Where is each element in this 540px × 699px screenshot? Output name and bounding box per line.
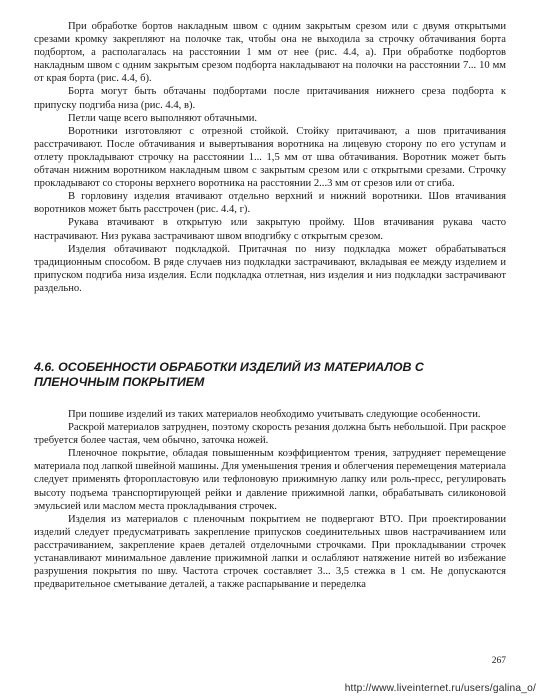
paragraph: Петли чаще всего выполняют обтачными. xyxy=(68,112,258,124)
paragraph: Изделия из материалов с пленочным покрытием не подвергают ВТО. При проектировании изделий следует предусматривать закрепление припусков соединительных швов настрачиванием или расстрачиванием, закрепление краев деталей отделочными строчками. При прокладывании строчек устанавливают минимальное давление прижимной лапки и ослабляют натяжение нитей во избежание разрушения покрытия по шву. Частота строчек составляет 3... 3,5 стежка в 1 см. Не допускаются предварительное сметывание деталей, а также распарывание и переделка xyxy=(34,513,506,591)
paragraph: Воротники изготовляют с отрезной стойкой. Стойку притачивают, а шов притачивания расстрачивают. После обтачивания и вывертывания воротника на лицевую сторону по его уступам и отлету прокладывают строчку на расстоянии 1... 1,5 мм от шва обтачивания. Воротник может быть обтачан нижним воротником накладным швом с закрытым срезом или с открытыми срезами. Строчку прокладывают со стороны верхнего воротника на расстоянии 2...3 мм от срезов или от сгиба. xyxy=(34,125,506,190)
paragraph: Пленочное покрытие, обладая повышенным коэффициентом трения, затрудняет перемещение материала под лапкой швейной машины. Для уменьшения трения и облегчения перемещения материала следует применять фторопластовую или тефлоновую прижимную лапку или роль-пресс, регулировать высоту подъема транспортирующей рейки и давление прижимной лапки, обрабатывать силиконовой эмульсией или маслом места прокладывания строчек. xyxy=(34,448,506,512)
footer-url: http://www.liveinternet.ru/users/galina_o/ xyxy=(344,683,536,694)
bottom-text-block xyxy=(34,408,506,591)
paragraph: Раскрой материалов затруднен, поэтому скорость резания должна быть небольшой. При раскрое требуется более частая, чем обычно, заточка ножей. xyxy=(34,422,506,447)
paragraph: При обработке бортов накладным швом с одним закрытым срезом или с двумя открытыми срезами кромку закрепляют на полочке так, чтобы она не выходила за строчку обтачивания борта подбортом, а располагалась на расстоянии 1 мм от нее (рис. 4.4, а). При обработке подбортов накладным швом с одним закрытым срезом подборта накладывают на полочки на расстоянии 7... 10 мм от края борта (рис. 4.4, б). xyxy=(34,21,506,85)
paragraph: В горловину изделия втачивают отдельно верхний и нижний воротники. Шов втачивания воротников может быть расстрочен (рис. 4.4, г). xyxy=(34,191,506,216)
page-number: 267 xyxy=(491,656,506,666)
paragraph: Рукава втачивают в открытую или закрытую пройму. Шов втачивания рукава часто настрачивают. Низ рукава застрачивают швом вподгибку с открытым срезом. xyxy=(34,217,506,242)
top-text-block xyxy=(34,20,506,295)
paragraph: Изделия обтачивают подкладкой. Притачная по низу подкладка может обрабатываться традиционным способом. В ряде случаев низ подкладки застрачивают, вкладывая ее между изделием и припуском подгиба низа изделия. Если подкладка отлетная, низ изделия и низ подкладки застрачивают раздельно. xyxy=(34,243,506,294)
section-heading: 4.6. ОСОБЕННОСТИ ОБРАБОТКИ ИЗДЕЛИЙ ИЗ МАТЕРИАЛОВ С ПЛЕНОЧНЫМ ПОКРЫТИЕМ xyxy=(34,360,424,389)
paragraph: Борта могут быть обтачаны подбортами после притачивания нижнего среза подборта к припуску подгиба низа (рис. 4.4, в). xyxy=(34,86,506,111)
paragraph: При пошиве изделий из таких материалов необходимо учитывать следующие особенности. xyxy=(68,409,481,420)
